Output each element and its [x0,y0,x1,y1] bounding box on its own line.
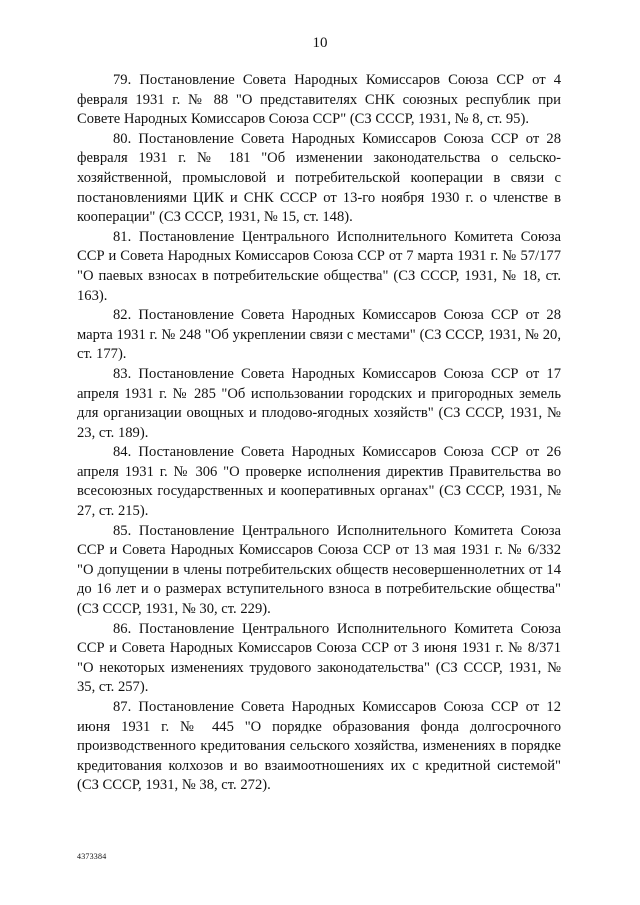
document-code: 4373384 [77,852,107,861]
page-number: 10 [312,35,328,51]
list-item-79: 79. Постановление Совета Народных Комиссаров Союза ССР от 4 февраля 1931 г. № 88 "О представителях СНК союзных республик при Совете Народных Комиссаров Союза ССР" (СЗ СССР, 1931, № 8, ст. 95). [77,72,561,128]
list-item-80: 80. Постановление Совета Народных Комиссаров Союза ССР от 28 февраля 1931 г. № 181 "Об изменении законодательства о сельско-хозяйственной, промысловой и потребительской кооперации в связи с постановлениями ЦИК и СНК СССР от 13-го ноября 1930 г. о членстве в кооперации" (СЗ СССР, 1931, № 15, ст. 148). [77,130,561,226]
list-item-83: 83. Постановление Совета Народных Комиссаров Союза ССР от 17 апреля 1931 г. № 285 "Об использовании городских и пригородных земель для организации овощных и плодово-ягодных хозяйств" (СЗ СССР, 1931, № 23, ст. 189). [77,365,561,441]
document-body [77,71,561,796]
list-item-87: 87. Постановление Совета Народных Комиссаров Союза ССР от 12 июня 1931 г. № 445 "О порядке образования фонда долгосрочного производственного кредитования сельского хозяйства, изменениях в порядке кредитования колхозов и во взаимоотношениях их с кредитной системой" (СЗ СССР, 1931, № 38, ст. 272). [77,699,561,794]
list-item-81: 81. Постановление Центрального Исполнительного Комитета Союза ССР и Совета Народных Комиссаров Союза ССР от 7 марта 1931 г. № 57/177 "О паевых взносах в потребительские общества" (СЗ СССР, 1931, № 18, ст. 163). [77,228,561,304]
list-item-85: 85. Постановление Центрального Исполнительного Комитета Союза ССР и Совета Народных Комиссаров Союза ССР от 13 мая 1931 г. № 6/332 "О допущении в члены потребительских обществ несовершеннолетних от 14 до 16 лет и о размерах вступительного взноса в потребительские общества" (СЗ СССР, 1931, № 30, ст. 229). [77,522,561,618]
list-item-82: 82. Постановление Совета Народных Комиссаров Союза ССР от 28 марта 1931 г. № 248 "Об укреплении связи с местами" (СЗ СССР, 1931, № 20, ст. 177). [77,307,561,363]
list-item-84: 84. Постановление Совета Народных Комиссаров Союза ССР от 26 апреля 1931 г. № 306 "О проверке исполнения директив Правительства во всесоюзных государственных и кооперативных органах" (СЗ СССР, 1931, № 27, ст. 215). [77,444,561,520]
list-item-86: 86. Постановление Центрального Исполнительного Комитета Союза ССР и Совета Народных Комиссаров Союза ССР от 3 июня 1931 г. № 8/371 "О некоторых изменениях трудового законодательства" (СЗ СССР, 1931, № 35, ст. 257). [77,620,561,696]
